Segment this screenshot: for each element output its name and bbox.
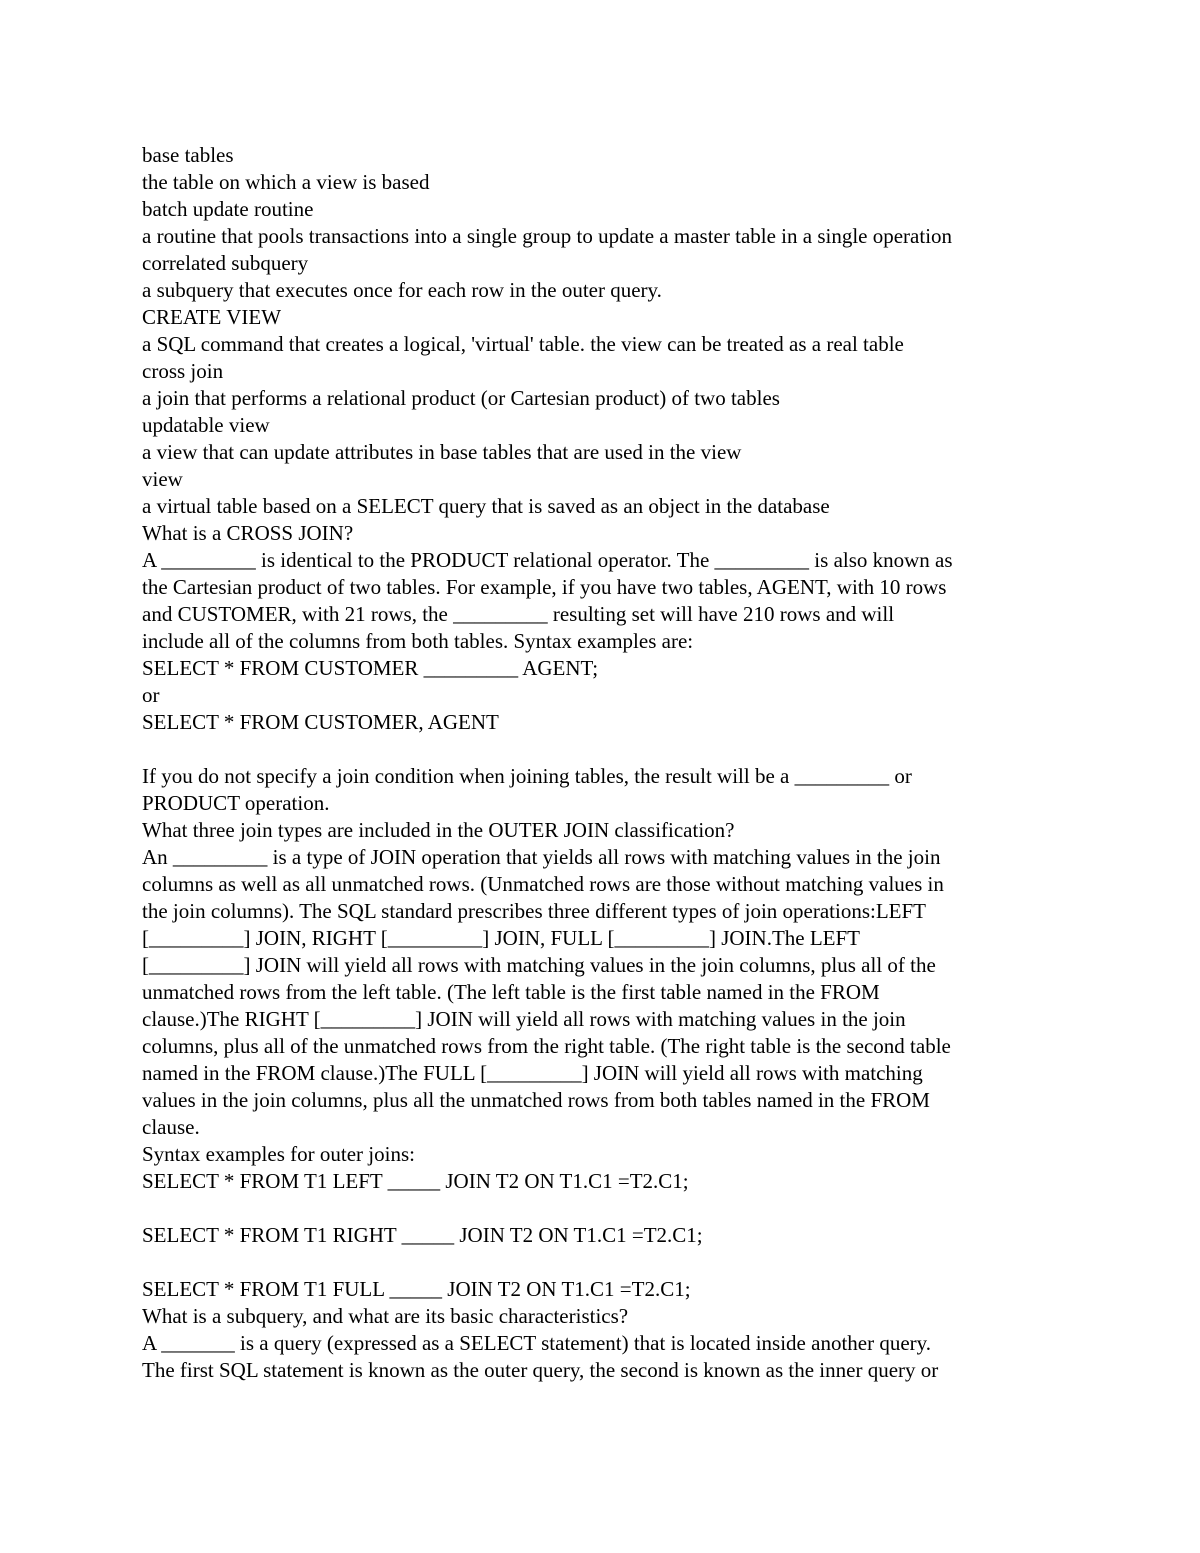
- text-line: [_________] JOIN will yield all rows with matching values in the join columns, plus all of the: [142, 953, 936, 977]
- document-body: [142, 142, 1057, 1384]
- text-line: a subquery that executes once for each row in the outer query.: [142, 278, 662, 302]
- text-line: Syntax examples for outer joins:: [142, 1142, 415, 1166]
- text-line: and CUSTOMER, with 21 rows, the _________ resulting set will have 210 rows and will: [142, 602, 895, 626]
- text-line: base tables: [142, 143, 234, 167]
- text-line: A _________ is identical to the PRODUCT relational operator. The _________ is also known as: [142, 548, 953, 572]
- text-line: If you do not specify a join condition when joining tables, the result will be a _________ or: [142, 764, 912, 788]
- text-line: An _________ is a type of JOIN operation that yields all rows with matching values in the join: [142, 845, 941, 869]
- text-line: correlated subquery: [142, 251, 309, 275]
- text-line: the table on which a view is based: [142, 170, 430, 194]
- text-line: columns, plus all of the unmatched rows from the right table. (The right table is the second table: [142, 1034, 951, 1058]
- text-line: a view that can update attributes in base tables that are used in the view: [142, 440, 742, 464]
- text-line: columns as well as all unmatched rows. (Unmatched rows are those without matching values in: [142, 872, 944, 896]
- blank-line: [142, 1249, 1057, 1276]
- text-line: CREATE VIEW: [142, 305, 282, 329]
- text-line: unmatched rows from the left table. (The left table is the first table named in the FROM: [142, 980, 880, 1004]
- text-line: SELECT * FROM T1 RIGHT _____ JOIN T2 ON T1.C1 =T2.C1;: [142, 1223, 703, 1247]
- text-line: What three join types are included in the OUTER JOIN classification?: [142, 818, 735, 842]
- text-line: view: [142, 467, 183, 491]
- text-line: SELECT * FROM CUSTOMER _________ AGENT;: [142, 656, 599, 680]
- text-line: updatable view: [142, 413, 270, 437]
- text-line: What is a CROSS JOIN?: [142, 521, 354, 545]
- text-line: clause.: [142, 1115, 200, 1139]
- text-line: A _______ is a query (expressed as a SELECT statement) that is located inside another query.: [142, 1331, 932, 1355]
- blank-line: [142, 736, 1057, 763]
- blank-line: [142, 1195, 1057, 1222]
- text-line: a routine that pools transactions into a single group to update a master table in a single operation: [142, 224, 953, 248]
- text-line: SELECT * FROM T1 FULL _____ JOIN T2 ON T1.C1 =T2.C1;: [142, 1277, 691, 1301]
- text-line: [_________] JOIN, RIGHT [_________] JOIN, FULL [_________] JOIN.The LEFT: [142, 926, 861, 950]
- text-line: batch update routine: [142, 197, 314, 221]
- text-line: include all of the columns from both tables. Syntax examples are:: [142, 629, 694, 653]
- text-line: clause.)The RIGHT [_________] JOIN will yield all rows with matching values in the join: [142, 1007, 906, 1031]
- text-line: values in the join columns, plus all the unmatched rows from both tables named in the FROM: [142, 1088, 930, 1112]
- text-line: PRODUCT operation.: [142, 791, 330, 815]
- text-line: SELECT * FROM T1 LEFT _____ JOIN T2 ON T1.C1 =T2.C1;: [142, 1169, 689, 1193]
- text-line: or: [142, 683, 160, 707]
- text-line: a virtual table based on a SELECT query that is saved as an object in the database: [142, 494, 830, 518]
- text-line: a join that performs a relational product (or Cartesian product) of two tables: [142, 386, 780, 410]
- text-line: a SQL command that creates a logical, 'virtual' table. the view can be treated as a real table: [142, 332, 904, 356]
- text-line: cross join: [142, 359, 224, 383]
- text-line: named in the FROM clause.)The FULL [_________] JOIN will yield all rows with matching: [142, 1061, 923, 1085]
- text-line: the join columns). The SQL standard prescribes three different types of join operations:LEFT: [142, 899, 927, 923]
- text-line: The first SQL statement is known as the outer query, the second is known as the inner query or: [142, 1358, 939, 1382]
- text-line: What is a subquery, and what are its basic characteristics?: [142, 1304, 629, 1328]
- text-line: SELECT * FROM CUSTOMER, AGENT: [142, 710, 499, 734]
- text-line: the Cartesian product of two tables. For example, if you have two tables, AGENT, with 10 rows: [142, 575, 947, 599]
